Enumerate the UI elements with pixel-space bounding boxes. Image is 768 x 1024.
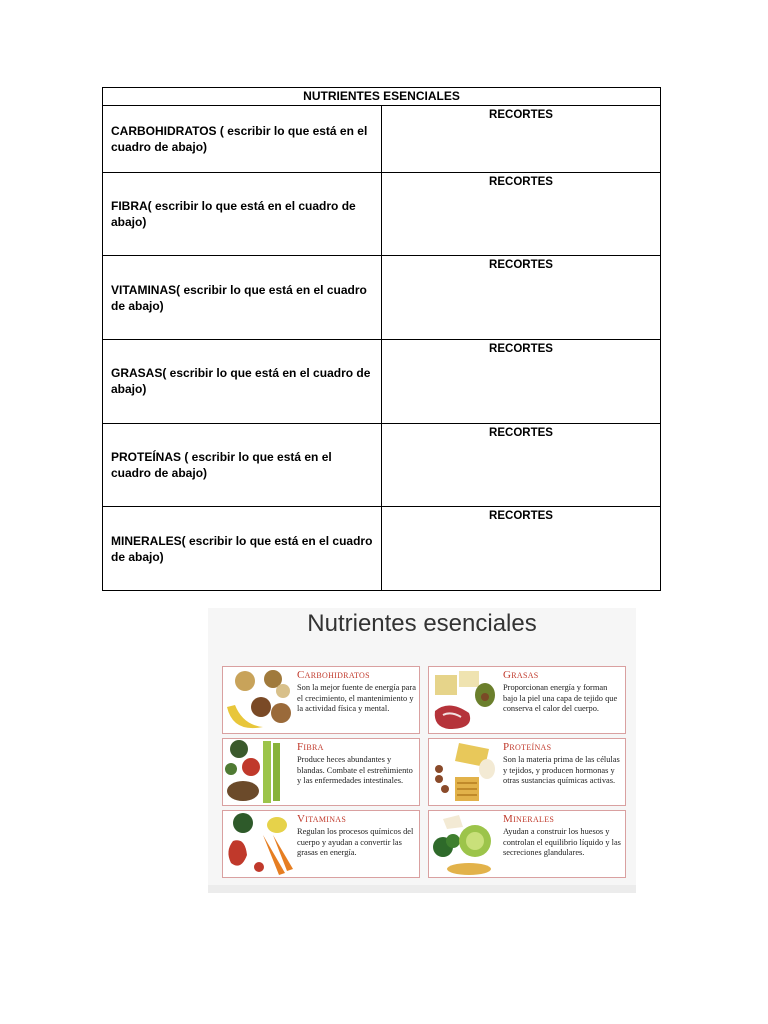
row-recortes-fibra: RECORTES (382, 172, 661, 256)
panel-grasas (428, 666, 626, 734)
row-recortes-carbohidratos: RECORTES (382, 106, 661, 173)
panel-desc-minerales: Ayudan a construir los huesos y controlan el equilibrio líquido y las secreciones glandulares. (503, 827, 621, 857)
row-recortes-proteinas: RECORTES (382, 423, 661, 507)
panel-desc-fibra: Produce heces abundantes y blandas. Combate el estreñimiento y las enfermedades intestinales. (297, 755, 413, 785)
table-row (103, 256, 661, 340)
table-row (103, 172, 661, 256)
panel-desc-carbohidratos: Son la mejor fuente de energía para el crecimiento, el mantenimiento y la actividad física y mental. (297, 683, 416, 713)
panel-vitaminas (222, 810, 420, 878)
panel-name-proteinas: Proteínas (503, 741, 552, 753)
table-row (103, 423, 661, 507)
panel-fibra (222, 738, 420, 806)
panel-name-grasas: Grasas (503, 669, 539, 681)
panel-proteinas (428, 738, 626, 806)
row-recortes-vitaminas: RECORTES (382, 256, 661, 340)
row-label-proteinas: PROTEÍNAS ( escribir lo que está en el cuadro de abajo) (103, 423, 382, 507)
table-row (103, 507, 661, 591)
row-label-carbohidratos: CARBOHIDRATOS ( escribir lo que está en el cuadro de abajo) (103, 106, 382, 173)
panel-name-fibra: Fibra (297, 741, 324, 753)
table-row (103, 339, 661, 423)
nutrients-infographic (208, 608, 636, 893)
row-label-minerales: MINERALES( escribir lo que está en el cuadro de abajo) (103, 507, 382, 591)
panel-desc-proteinas: Son la materia prima de las células y tejidos, y producen hormonas y otras sustancias químicas activas. (503, 755, 620, 785)
nutrients-worksheet-table (102, 87, 661, 591)
row-recortes-minerales: RECORTES (382, 507, 661, 591)
vegetables-illustration (223, 739, 299, 805)
worksheet-title: NUTRIENTES ESENCIALES (103, 88, 661, 106)
panel-desc-grasas: Proporcionan energía y forman bajo la piel una capa de tejido que conserva el calor del cuerpo. (503, 683, 618, 713)
table-row (103, 106, 661, 173)
row-recortes-grasas: RECORTES (382, 339, 661, 423)
panel-name-minerales: Minerales (503, 813, 555, 825)
infographic-footer-strip (208, 885, 636, 893)
infographic-title: Nutrientes esenciales (307, 610, 537, 637)
row-label-fibra: FIBRA( escribir lo que está en el cuadro de abajo) (103, 172, 382, 256)
panel-name-carbohidratos: Carbohidratos (297, 669, 370, 681)
row-label-vitaminas: VITAMINAS( escribir lo que está en el cuadro de abajo) (103, 256, 382, 340)
row-label-grasas: GRASAS( escribir lo que está en el cuadro de abajo) (103, 339, 382, 423)
panel-name-vitaminas: Vitaminas (297, 813, 347, 825)
minerals-illustration (429, 811, 505, 877)
proteins-illustration (429, 739, 505, 805)
panel-carbohidratos (222, 666, 420, 734)
fruits-vegetables-illustration (223, 811, 299, 877)
panel-minerales (428, 810, 626, 878)
panel-desc-vitaminas: Regulan los procesos químicos del cuerpo y ayudan a convertir las grasas en energía. (297, 827, 414, 857)
fats-illustration (429, 667, 505, 733)
grains-fruit-illustration (223, 667, 299, 733)
